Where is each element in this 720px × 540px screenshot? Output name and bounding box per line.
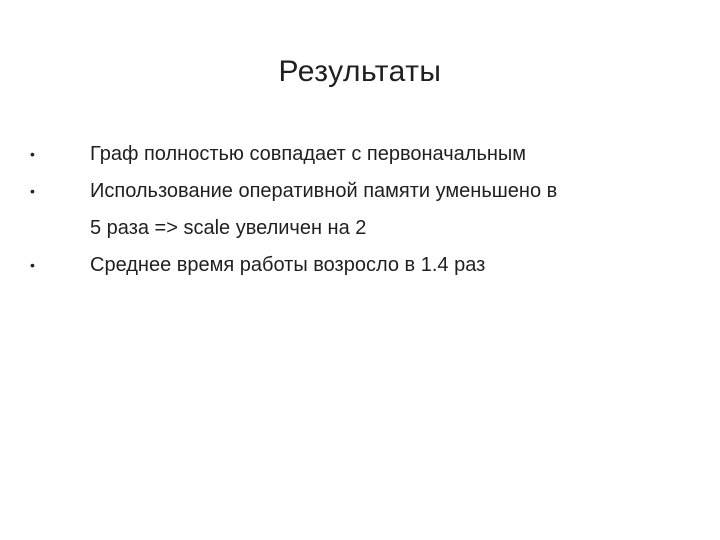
bullet-text: Граф полностью совпадает с первоначальным <box>90 143 527 165</box>
bullet-marker: • <box>30 183 35 199</box>
slide-title: Результаты <box>278 55 442 88</box>
bullet-marker: • <box>30 146 35 162</box>
bullet-text-line-2: 5 раза => scale увеличен на 2 <box>90 217 367 239</box>
bullet-marker: • <box>30 257 35 273</box>
bullet-text-line-1: Использование оперативной памяти уменьшено в <box>90 180 558 202</box>
bullet-text: Среднее время работы возросло в 1.4 раз <box>90 254 486 276</box>
